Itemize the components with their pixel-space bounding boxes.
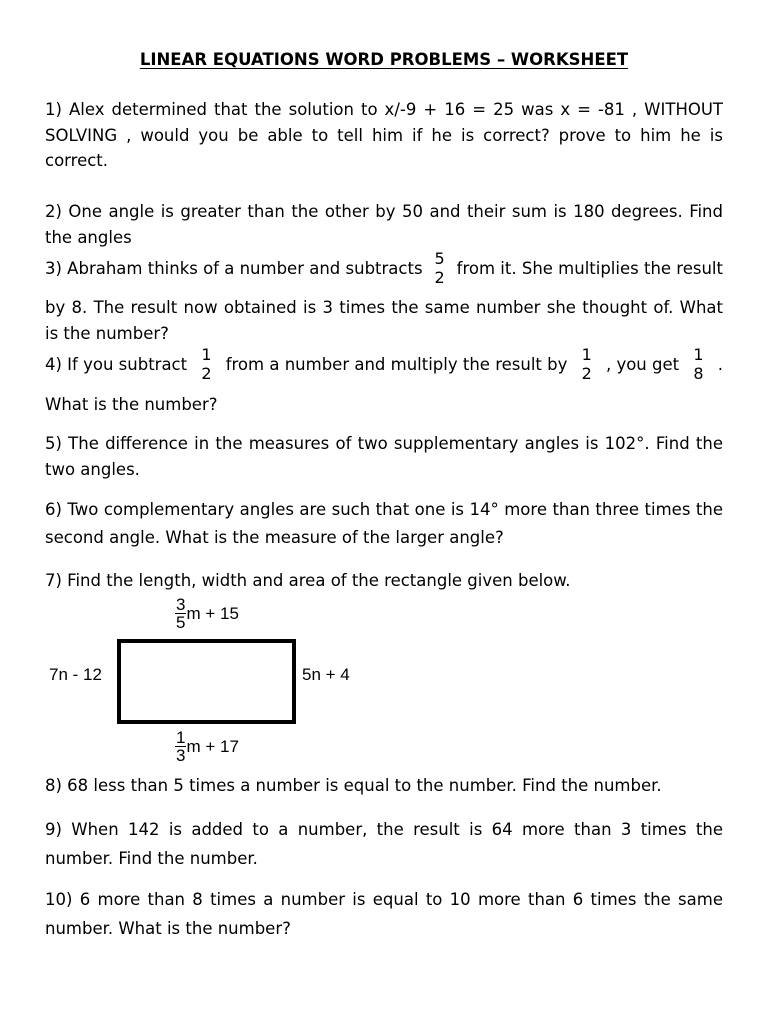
- question-3-text-end: from it. She multiplies the result: [456, 259, 723, 278]
- fraction-denominator: 8: [693, 364, 704, 383]
- question-4-part-2: from a number and multiply the result by: [225, 355, 568, 374]
- rectangle-top-fraction: [175, 596, 186, 631]
- rectangle-left-label: 7n - 12: [49, 665, 102, 684]
- rectangle-top-expression: m + 15: [186, 603, 239, 623]
- fraction-denominator: 3: [176, 746, 186, 765]
- question-4-fraction-3: [693, 346, 703, 383]
- fraction-denominator: 5: [176, 613, 186, 632]
- question-4-fraction-2: [582, 346, 592, 383]
- question-5: 5) The difference in the measures of two supplementary angles is 102°. Find the two angles.: [45, 434, 723, 479]
- rectangle-bottom-fraction: [175, 729, 186, 764]
- question-6: 6) Two complementary angles are such that one is 14° more than three times the second angle. What is the measure of the larger angle?: [45, 500, 723, 547]
- question-4-fraction-1: [201, 346, 211, 383]
- rectangle-top-label: [175, 596, 239, 631]
- fraction-numerator: 1: [693, 345, 704, 364]
- rectangle-bottom-expression: m + 17: [186, 736, 239, 756]
- question-3-text-start: 3) Abraham thinks of a number and subtracts: [45, 259, 423, 278]
- fraction-denominator: 2: [434, 268, 445, 287]
- fraction-numerator: 1: [176, 728, 186, 747]
- rectangle-bottom-label: [175, 729, 239, 764]
- question-7: 7) Find the length, width and area of the rectangle given below.: [45, 571, 571, 590]
- question-4-line-2: What is the number?: [45, 395, 218, 414]
- question-2: 2) One angle is greater than the other by 50 and their sum is 180 degrees. Find the angles: [45, 202, 723, 247]
- question-1: 1) Alex determined that the solution to x/-9 + 16 = 25 was x = -81 , WITHOUT SOLVING , would you be able to tell him if he is correct? prove to him he is correct.: [45, 100, 723, 170]
- fraction-numerator: 5: [434, 249, 445, 268]
- question-4-part-3: , you get: [605, 355, 680, 374]
- worksheet-title: LINEAR EQUATIONS WORD PROBLEMS – WORKSHEET: [139, 50, 629, 69]
- fraction-denominator: 2: [581, 364, 592, 383]
- fraction-numerator: 1: [201, 345, 212, 364]
- question-4-part-1: 4) If you subtract: [45, 355, 188, 374]
- question-8: 8) 68 less than 5 times a number is equal to the number. Find the number.: [45, 776, 662, 795]
- question-3-fraction: [435, 250, 445, 287]
- question-4-line-1: [45, 346, 723, 383]
- question-3-rest: by 8. The result now obtained is 3 times the same number she thought of. What is the number?: [45, 298, 723, 343]
- rectangle-figure: [117, 639, 296, 724]
- rectangle-right-label: 5n + 4: [302, 665, 350, 684]
- fraction-denominator: 2: [201, 364, 212, 383]
- question-3-line-1: [45, 250, 723, 287]
- question-9: 9) When 142 is added to a number, the result is 64 more than 3 times the number. Find the number.: [45, 820, 723, 868]
- fraction-numerator: 1: [581, 345, 592, 364]
- question-4-part-4: .: [717, 355, 723, 374]
- fraction-numerator: 3: [176, 595, 186, 614]
- question-10: 10) 6 more than 8 times a number is equal to 10 more than 6 times the same number. What is the number?: [45, 890, 723, 938]
